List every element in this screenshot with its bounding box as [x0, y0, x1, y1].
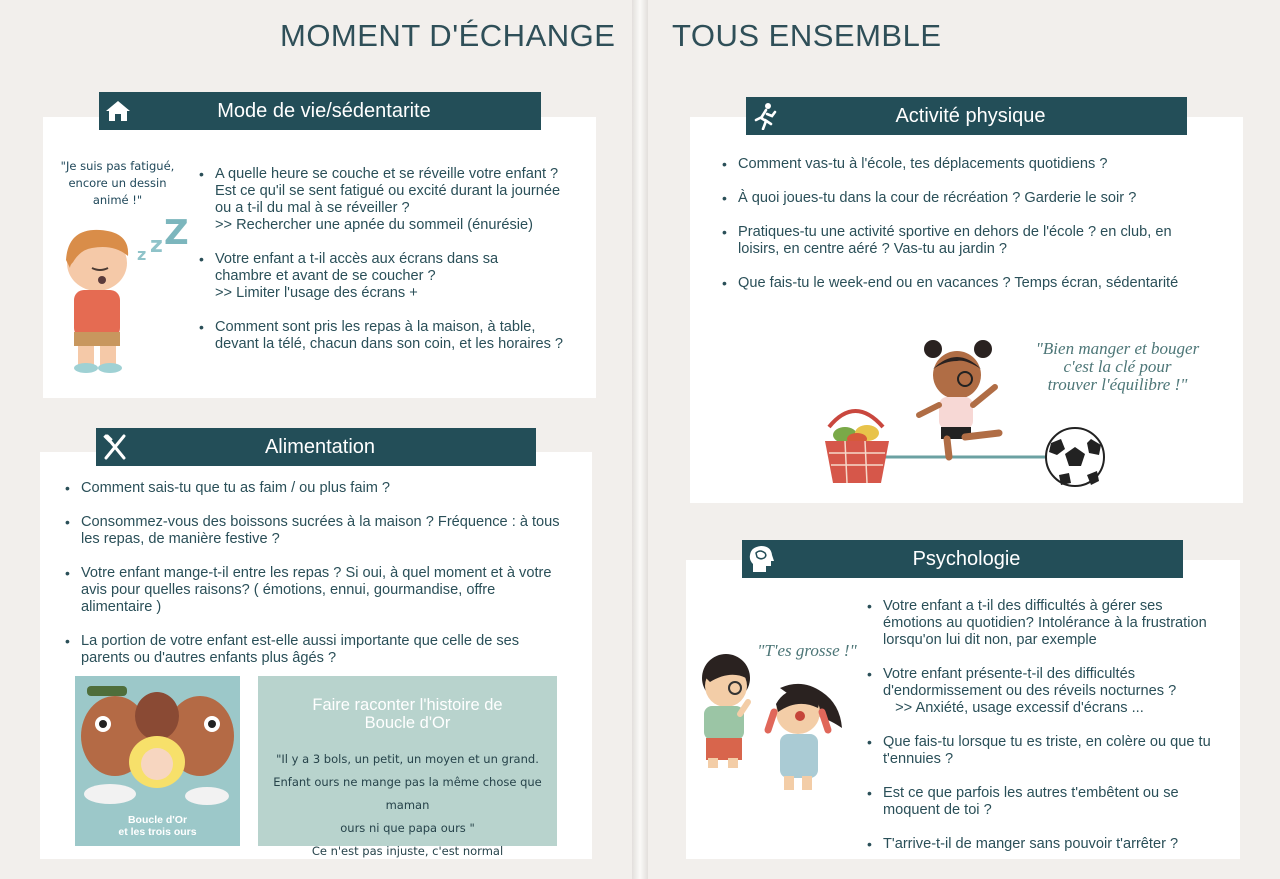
list-item: • Votre enfant présente-t-il des difficultés d'endormissement ou des réveils nocturnes ? >> Anxiété, usage excessif d'écrans ...: [867, 666, 1237, 717]
alimentation-title: Alimentation: [264, 435, 376, 458]
list-item: • Comment vas-tu à l'école, tes déplacements quotidiens ?: [722, 156, 1237, 173]
svg-text:z: z: [150, 233, 163, 258]
left-page-title: MOMENT D'ÉCHANGE: [280, 18, 616, 53]
tired-boy-illustration: [52, 208, 197, 378]
tired-child-quote: "Je suis pas fatigué, encore un dessin animé !": [60, 159, 175, 207]
list-item: • Votre enfant a t-il des difficultés à gérer ses émotions au quotidien? Intolérance à la frustration lorsqu'on lui dit non, par exemple: [867, 598, 1237, 649]
list-item: • T'arrive-t-il de manger sans pouvoir t'arrêter ?: [867, 836, 1237, 853]
boucle-dor-book-cover: [75, 676, 240, 846]
head-brain-icon: [742, 540, 780, 578]
girl-basket-ball-illustration: [815, 335, 1115, 490]
mode-vie-banner: [99, 92, 541, 130]
list-item: • Comment sais-tu que tu as faim / ou plus faim ?: [65, 480, 585, 497]
right-page-title: TOUS ENSEMBLE: [672, 18, 942, 53]
list-item: • Pratiques-tu une activité sportive en dehors de l'école ? en club, en loisirs, en centre aéré ? Vas-tu au jardin ?: [722, 224, 1237, 258]
psychologie-title: Psychologie: [912, 547, 1021, 570]
list-item: • La portion de votre enfant est-elle aussi importante que celle de ses parents ou d'autres enfants plus âgés ?: [65, 633, 585, 667]
list-item: • Consommez-vous des boissons sucrées à la maison ? Fréquence : à tous les repas, de manière festive ?: [65, 514, 585, 548]
activite-questions: [722, 156, 1237, 309]
list-item: • Votre enfant a t-il accès aux écrans dans sa chambre et avant de se coucher ? >> Limiter l'usage des écrans +: [199, 251, 594, 302]
story-body: "Il y a 3 bols, un petit, un moyen et un grand. Enfant ours ne mange pas la même chose que maman ours ni que papa ours " Ce n'est pas injuste, c'est normal: [273, 752, 542, 858]
alimentation-questions: [65, 480, 585, 684]
list-item: • Comment sont pris les repas à la maison, à table, devant la télé, chacun dans son coin, et les horaires ?: [199, 319, 594, 353]
activite-banner: [746, 97, 1187, 135]
book-gutter: [632, 0, 648, 879]
house-icon: [99, 92, 137, 130]
list-item: • Que fais-tu lorsque tu es triste, en colère ou que tu t'ennuies ?: [867, 734, 1237, 768]
list-item: • À quoi joues-tu dans la cour de récréation ? Garderie le soir ?: [722, 190, 1237, 207]
list-item: • A quelle heure se couche et se réveille votre enfant ? Est ce qu'il se sent fatigué ou excité durant la journée ou a t-il du mal à se réveiller ? >> Rechercher une apnée du sommeil (énurésie): [199, 166, 594, 234]
book-title-line: et les trois ours: [118, 826, 197, 838]
activite-title: Activité physique: [895, 104, 1046, 127]
runner-icon: [746, 97, 784, 135]
list-item: • Est ce que parfois les autres t'embêtent ou se moquent de toi ?: [867, 785, 1237, 819]
book-title-line: Boucle d'Or: [127, 814, 188, 826]
fork-knife-icon: [96, 428, 134, 466]
list-item: • Que fais-tu le week-end ou en vacances ? Temps écran, sédentarité: [722, 275, 1237, 292]
psychologie-questions: [867, 598, 1237, 870]
mode-vie-questions: [199, 166, 594, 370]
teasing-children-illustration: [690, 648, 860, 803]
story-box: [258, 676, 557, 858]
svg-text:Z: Z: [164, 213, 189, 253]
psychologie-banner: [742, 540, 1183, 578]
svg-text:z: z: [137, 245, 147, 264]
alimentation-banner: [96, 428, 536, 466]
story-title: Faire raconter l'histoire de Boucle d'Or: [312, 696, 503, 732]
list-item: • Votre enfant mange-t-il entre les repas ? Si oui, à quel moment et à votre avis pour quelles raisons? ( émotions, ennui, gourmandise, offre alimentaire ): [65, 565, 585, 616]
psychologie-quote: "T'es grosse !": [757, 641, 857, 660]
mode-vie-title: Mode de vie/sédentarite: [217, 99, 431, 122]
activite-quote: "Bien manger et bouger c'est la clé pour trouver l'équilibre !": [1035, 339, 1200, 394]
